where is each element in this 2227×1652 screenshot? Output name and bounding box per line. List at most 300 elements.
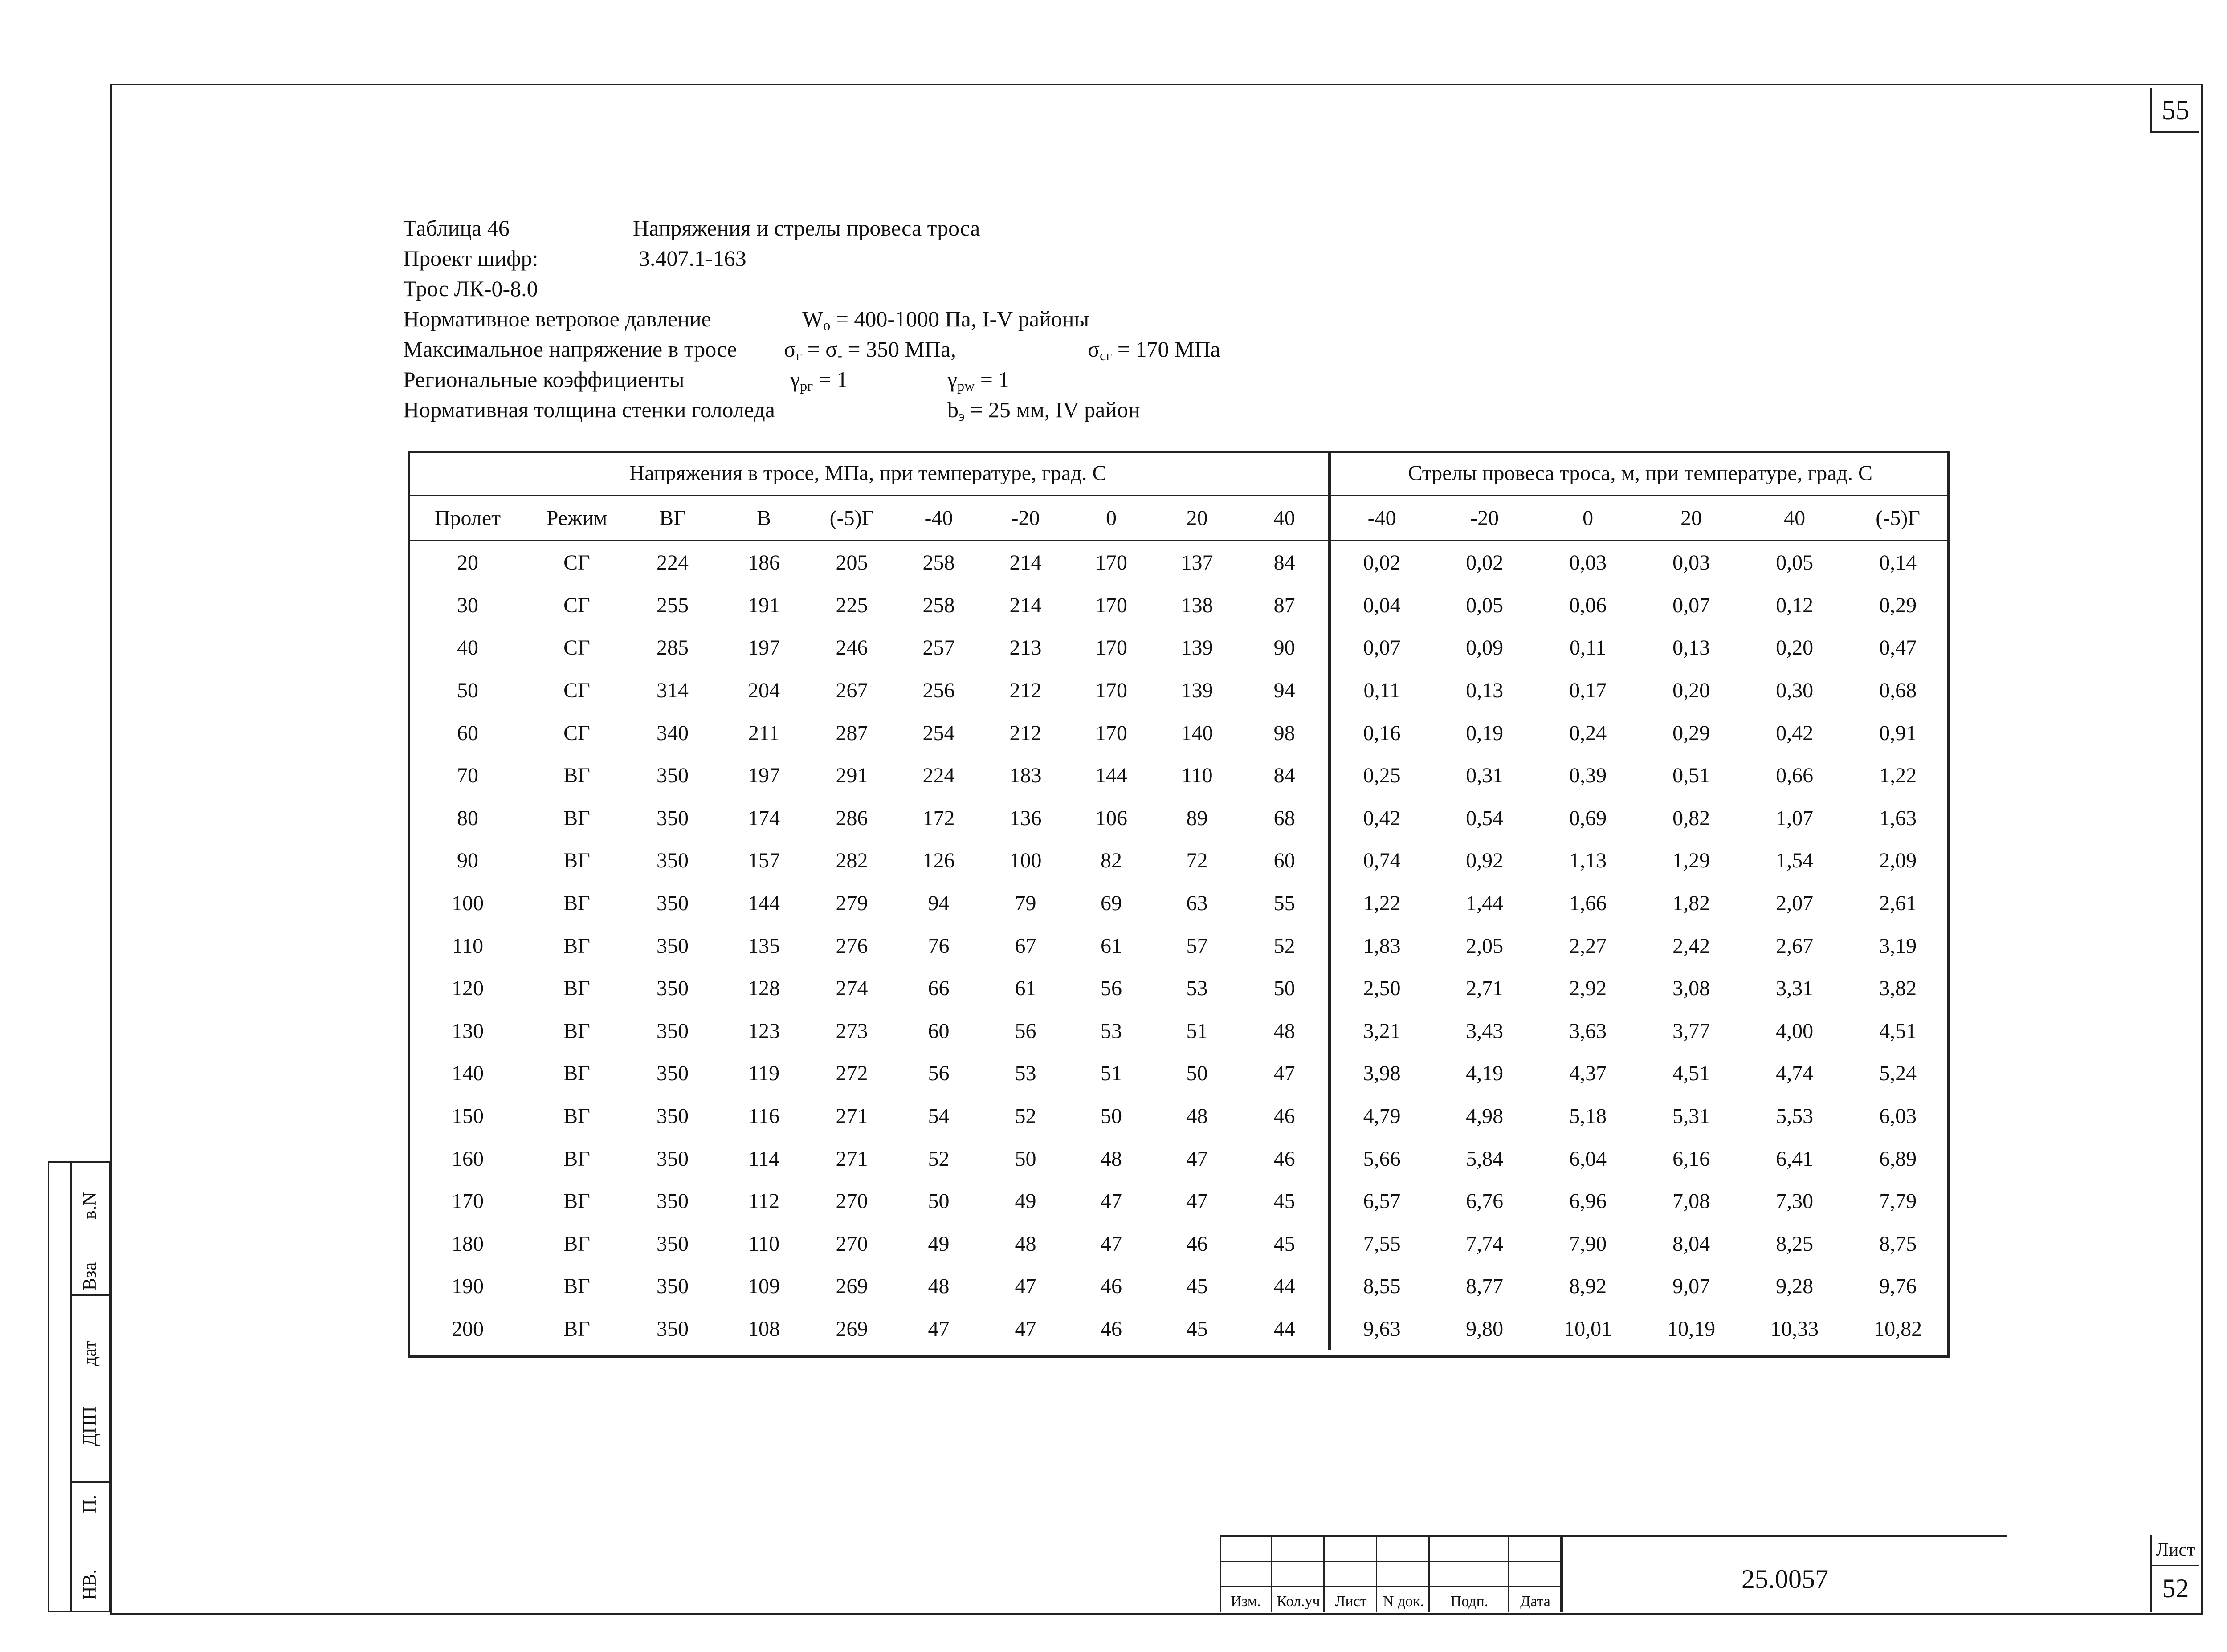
table-cell: 52	[1273, 934, 1295, 958]
table-row	[408, 924, 1950, 967]
table-row	[408, 1265, 1950, 1308]
table-cell: ВГ	[563, 1104, 590, 1128]
table-cell: 114	[748, 1147, 780, 1171]
title-block-cell	[1377, 1561, 1430, 1586]
table-cell: 53	[1186, 977, 1208, 1001]
table-cell: 45	[1186, 1274, 1208, 1298]
table-cell: 258	[922, 551, 955, 575]
table-cell: 4,74	[1776, 1062, 1814, 1086]
table-cell: 0,29	[1879, 593, 1917, 617]
table-cell: 0,92	[1466, 849, 1504, 873]
table-cell: 61	[1015, 977, 1036, 1001]
table-cell: ВГ	[563, 1062, 590, 1086]
table-cell: 135	[748, 934, 780, 958]
table-cell: 68	[1273, 806, 1295, 830]
table-cell: 47	[1015, 1317, 1036, 1341]
table-cell: 46	[1186, 1232, 1208, 1256]
table-cell: 100	[452, 891, 484, 916]
table-cell: 257	[922, 636, 955, 660]
table-cell: 48	[1101, 1147, 1122, 1171]
title-block	[1220, 1535, 2199, 1612]
table-cell: 269	[836, 1317, 868, 1341]
column-header: -20	[982, 496, 1069, 541]
table-cell: 0,24	[1569, 721, 1607, 745]
table-cell: 5,18	[1569, 1104, 1607, 1128]
table-cell: 170	[1095, 551, 1127, 575]
table-cell: 56	[1101, 977, 1122, 1001]
table-cell: 112	[748, 1189, 780, 1213]
table-cell: 66	[928, 977, 950, 1001]
column-header: ВГ	[626, 496, 719, 541]
table-cell: 0,54	[1466, 806, 1504, 830]
table-cell: 130	[452, 1019, 484, 1043]
table-cell: ВГ	[563, 891, 590, 916]
table-cell: 1,22	[1879, 764, 1917, 788]
table-cell: 6,41	[1776, 1147, 1814, 1171]
table-cell: 4,19	[1466, 1062, 1504, 1086]
column-header: Пролет	[408, 496, 528, 541]
table-cell: ВГ	[563, 1019, 590, 1043]
table-cell: 0,17	[1569, 679, 1607, 703]
table-row	[408, 754, 1950, 797]
table-cell: 49	[928, 1232, 950, 1256]
table-cell: 4,79	[1330, 1095, 1433, 1138]
table-cell: 0,11	[1570, 636, 1607, 660]
table-cell: 269	[836, 1274, 868, 1298]
table-cell: 3,77	[1672, 1019, 1710, 1043]
table-cell: ВГ	[563, 1147, 590, 1171]
table-cell: 0,91	[1879, 721, 1917, 745]
table-cell: 0,42	[1776, 721, 1814, 745]
table-cell: 69	[1101, 891, 1122, 916]
stamp-label: Вза	[80, 1262, 100, 1290]
table-cell: 8,75	[1879, 1232, 1917, 1256]
table-cell: 67	[1015, 934, 1036, 958]
table-cell: ВГ	[563, 849, 590, 873]
column-header: -40	[1330, 496, 1433, 541]
table-cell: 10,19	[1667, 1317, 1716, 1341]
table-cell: 0,25	[1330, 754, 1433, 797]
table-cell: 214	[1009, 593, 1042, 617]
stamp-label: в.N	[80, 1192, 100, 1219]
table-cell: 340	[657, 721, 689, 745]
table-cell: 271	[836, 1147, 868, 1171]
table-cell: 1,66	[1569, 891, 1607, 916]
table-cell: 70	[457, 764, 478, 788]
table-cell: 0,07	[1330, 627, 1433, 669]
table-cell: 9,80	[1466, 1317, 1504, 1341]
project-code: 3.407.1-163	[639, 246, 746, 271]
table-cell: 8,55	[1330, 1265, 1433, 1308]
table-cell: 3,19	[1879, 934, 1917, 958]
table-cell: 47	[1101, 1189, 1122, 1213]
table-cell: 84	[1273, 764, 1295, 788]
table-cell: 106	[1095, 806, 1127, 830]
title-block-caption: N док.	[1383, 1593, 1424, 1610]
table-cell: 7,74	[1466, 1232, 1504, 1256]
title-block-caption: Лист	[1335, 1593, 1367, 1610]
table-cell: СГ	[563, 721, 590, 745]
document-code: 25.0057	[1562, 1535, 2007, 1612]
table-cell: 5,24	[1879, 1062, 1917, 1086]
table-cell: 180	[452, 1232, 484, 1256]
table-cell: 44	[1273, 1274, 1295, 1298]
table-cell: 119	[748, 1062, 780, 1086]
table-cell: 4,98	[1466, 1104, 1504, 1128]
table-cell: 0,74	[1330, 839, 1433, 882]
table-cell: 0,39	[1569, 764, 1607, 788]
column-header: (-5)Г	[808, 496, 895, 541]
table-cell: 45	[1273, 1189, 1295, 1213]
table-cell: 46	[1273, 1104, 1295, 1128]
table-cell: 212	[1009, 721, 1042, 745]
table-row	[408, 1010, 1950, 1053]
table-row	[408, 1052, 1950, 1095]
table-cell: 5,53	[1776, 1104, 1814, 1128]
table-cell: 128	[748, 977, 780, 1001]
table-cell: 30	[457, 593, 478, 617]
column-header: (-5)Г	[1846, 496, 1950, 541]
table-cell: 172	[922, 806, 955, 830]
table-cell: 204	[748, 679, 780, 703]
table-cell: 2,05	[1466, 934, 1504, 958]
table-cell: 60	[928, 1019, 950, 1043]
stress-sag-table	[408, 451, 1950, 1350]
table-cell: 270	[836, 1232, 868, 1256]
table-cell: 350	[657, 1189, 689, 1213]
table-cell: 50	[1101, 1104, 1122, 1128]
title-block-cell	[1509, 1535, 1562, 1561]
table-cell: 0,20	[1776, 636, 1814, 660]
table-cell: 1,29	[1672, 849, 1710, 873]
table-row	[408, 1137, 1950, 1180]
table-cell: 4,51	[1879, 1019, 1917, 1043]
table-cell: 1,44	[1466, 891, 1504, 916]
table-cell: 110	[452, 934, 484, 958]
table-title: Напряжения и стрелы провеса троса	[633, 216, 980, 240]
table-cell: 10,33	[1770, 1317, 1819, 1341]
table-cell: 0,47	[1879, 636, 1917, 660]
table-cell: 0,51	[1672, 764, 1710, 788]
table-cell: 84	[1273, 551, 1295, 575]
table-row	[408, 1223, 1950, 1265]
title-block-cell	[1325, 1535, 1377, 1561]
table-cell: 0,05	[1776, 551, 1814, 575]
table-cell: 287	[836, 721, 868, 745]
table-cell: 2,71	[1466, 977, 1504, 1001]
table-cell: 5,84	[1466, 1147, 1504, 1171]
ice-value: $b_э = 25$ мм, IV район	[947, 397, 1140, 424]
title-block-cell	[1430, 1561, 1509, 1586]
table-cell: 79	[1015, 891, 1036, 916]
table-cell: ВГ	[563, 977, 590, 1001]
table-cell: 9,07	[1672, 1274, 1710, 1298]
table-row	[408, 1095, 1950, 1138]
table-cell: 87	[1273, 593, 1295, 617]
table-cell: 6,76	[1466, 1189, 1504, 1213]
table-cell: 6,89	[1879, 1147, 1917, 1171]
table-cell: ВГ	[563, 1189, 590, 1213]
table-cell: 0,82	[1672, 806, 1710, 830]
table-cell: 256	[922, 679, 955, 703]
table-cell: 7,55	[1330, 1223, 1433, 1265]
title-block-grid	[1220, 1535, 1562, 1612]
table-cell: 270	[836, 1189, 868, 1213]
title-block-cell	[1220, 1535, 1272, 1561]
table-cell: 150	[452, 1104, 484, 1128]
table-cell: 52	[928, 1147, 950, 1171]
column-header: 40	[1240, 496, 1330, 541]
title-block-caption: Кол.уч	[1277, 1593, 1320, 1610]
table-cell: 276	[836, 934, 868, 958]
table-cell: 139	[1181, 679, 1213, 703]
table-cell: 47	[1015, 1274, 1036, 1298]
table-cell: 8,25	[1776, 1232, 1814, 1256]
column-header: 0	[1536, 496, 1640, 541]
table-cell: 350	[657, 849, 689, 873]
title-block-cell	[1325, 1561, 1377, 1586]
table-cell: 183	[1009, 764, 1042, 788]
table-cell: 120	[452, 977, 484, 1001]
table-cell: 50	[457, 679, 478, 703]
table-row	[408, 839, 1950, 882]
table-cell: 246	[836, 636, 868, 660]
table-cell: 170	[452, 1189, 484, 1213]
column-header: 20	[1640, 496, 1743, 541]
table-cell: 350	[657, 1062, 689, 1086]
table-cell: 0,30	[1776, 679, 1814, 703]
sheet-number: 52	[2162, 1574, 2189, 1603]
table-cell: 212	[1009, 679, 1042, 703]
table-cell: 137	[1181, 551, 1213, 575]
table-cell: 47	[1101, 1232, 1122, 1256]
table-cell: 46	[1101, 1317, 1122, 1341]
table-cell: 255	[657, 593, 689, 617]
table-cell: 7,30	[1776, 1189, 1814, 1213]
table-cell: 1,82	[1672, 891, 1710, 916]
table-row	[408, 541, 1950, 584]
table-cell: 350	[657, 891, 689, 916]
table-cell: 258	[922, 593, 955, 617]
table-cell: 0,20	[1672, 679, 1710, 703]
table-cell: 1,63	[1879, 806, 1917, 830]
title-block-cell	[1509, 1561, 1562, 1586]
table-cell: 0,31	[1466, 764, 1504, 788]
table-row	[408, 882, 1950, 925]
table-cell: 90	[457, 849, 478, 873]
table-cell: 50	[1273, 977, 1295, 1001]
table-cell: 82	[1101, 849, 1122, 873]
table-cell: 4,00	[1776, 1019, 1814, 1043]
table-cell: 60	[457, 721, 478, 745]
table-cell: 144	[748, 891, 780, 916]
sheet-box	[2150, 1535, 2199, 1612]
table-cell: 2,67	[1776, 934, 1814, 958]
table-cell: 9,28	[1776, 1274, 1814, 1298]
table-cell: 350	[657, 977, 689, 1001]
title-block-cell	[1272, 1535, 1325, 1561]
table-cell: 224	[657, 551, 689, 575]
table-cell: 126	[922, 849, 955, 873]
table-cell: 0,13	[1466, 679, 1504, 703]
table-cell: 170	[1095, 679, 1127, 703]
table-cell: 0,14	[1879, 551, 1917, 575]
column-header: Режим	[528, 496, 626, 541]
table-cell: 53	[1015, 1062, 1036, 1086]
table-cell: 51	[1186, 1019, 1208, 1043]
table-cell: 2,42	[1672, 934, 1710, 958]
table-cell: 40	[457, 636, 478, 660]
table-cell: 51	[1101, 1062, 1122, 1086]
table-cell: 50	[928, 1189, 950, 1213]
margin-stamp	[48, 1161, 110, 1612]
table-cell: 140	[452, 1062, 484, 1086]
table-row	[408, 1308, 1950, 1351]
table-cell: СГ	[563, 636, 590, 660]
table-cell: 1,13	[1569, 849, 1607, 873]
column-header: 40	[1743, 496, 1846, 541]
table-cell: ВГ	[563, 934, 590, 958]
table-cell: 76	[928, 934, 950, 958]
table-cell: 205	[836, 551, 868, 575]
table-cell: 2,27	[1569, 934, 1607, 958]
table-cell: 0,68	[1879, 679, 1917, 703]
table-cell: 174	[748, 806, 780, 830]
table-cell: 53	[1101, 1019, 1122, 1043]
table-cell: 3,08	[1672, 977, 1710, 1001]
table-cell: 10,82	[1874, 1317, 1922, 1341]
table-cell: 50	[1015, 1147, 1036, 1171]
table-cell: 10,01	[1564, 1317, 1612, 1341]
table-cell: 291	[836, 764, 868, 788]
table-cell: 56	[1015, 1019, 1036, 1043]
table-cell: 1,22	[1330, 882, 1433, 925]
table-cell: 350	[657, 764, 689, 788]
table-cell: 47	[1273, 1062, 1295, 1086]
gamma-pr-value: $\gamma_{рг} = 1$	[790, 367, 848, 394]
table-cell: 314	[657, 679, 689, 703]
table-cell: 48	[1186, 1104, 1208, 1128]
table-cell: 3,21	[1330, 1010, 1433, 1053]
stress-cr-value: $\sigma_{сг} = 170$ МПа	[1088, 337, 1220, 363]
table-cell: 2,09	[1879, 849, 1917, 873]
table-row	[408, 1180, 1950, 1223]
table-cell: 0,69	[1569, 806, 1607, 830]
table-cell: 0,02	[1466, 551, 1504, 575]
table-cell: 0,66	[1776, 764, 1814, 788]
stamp-label: П.	[80, 1495, 100, 1513]
table-cell: ВГ	[563, 806, 590, 830]
table-cell: 0,16	[1330, 712, 1433, 754]
table-cell: 8,92	[1569, 1274, 1607, 1298]
table-cell: 45	[1273, 1232, 1295, 1256]
table-cell: 190	[452, 1274, 484, 1298]
table-cell: 44	[1273, 1317, 1295, 1341]
table-cell: 45	[1186, 1317, 1208, 1341]
table-cell: 350	[657, 1317, 689, 1341]
table-cell: 57	[1186, 934, 1208, 958]
table-cell: 0,07	[1672, 593, 1710, 617]
table-cell: 138	[1181, 593, 1213, 617]
wind-value: $W_o = 400-1000$ Па, I-V районы	[802, 306, 1089, 333]
table-row	[408, 669, 1950, 712]
table-cell: 3,31	[1776, 977, 1814, 1001]
table-cell: 0,05	[1466, 593, 1504, 617]
title-block-cell	[1272, 1561, 1325, 1586]
table-cell: 144	[1095, 764, 1127, 788]
table-cell: 2,50	[1330, 967, 1433, 1010]
column-header: 0	[1069, 496, 1154, 541]
table-cell: 282	[836, 849, 868, 873]
table-cell: 286	[836, 806, 868, 830]
table-cell: 6,96	[1569, 1189, 1607, 1213]
table-cell: 7,08	[1672, 1189, 1710, 1213]
table-cell: 0,29	[1672, 721, 1710, 745]
gamma-pw-value: $\gamma_{pw} = 1$	[947, 367, 1010, 394]
table-cell: 0,06	[1569, 593, 1607, 617]
title-block-caption: Дата	[1520, 1593, 1550, 1610]
table-cell: 20	[457, 551, 478, 575]
table-row	[408, 584, 1950, 627]
page-number: 55	[2150, 88, 2199, 133]
table-cell: 3,98	[1330, 1052, 1433, 1095]
title-block-caption: Изм.	[1231, 1593, 1261, 1610]
table-cell: 273	[836, 1019, 868, 1043]
table-cell: 110	[748, 1232, 780, 1256]
table-cell: 47	[1186, 1189, 1208, 1213]
table-cell: 2,07	[1776, 891, 1814, 916]
table-cell: 170	[1095, 636, 1127, 660]
table-cell: 48	[1015, 1232, 1036, 1256]
table-cell: 6,16	[1672, 1147, 1710, 1171]
table-cell: 350	[657, 806, 689, 830]
table-cell: 46	[1273, 1147, 1295, 1171]
stamp-label: дат	[80, 1340, 100, 1366]
ice-label: Нормативная толщина стенки гололеда	[403, 397, 775, 422]
table-cell: 52	[1015, 1104, 1036, 1128]
table-cell: СГ	[563, 551, 590, 575]
table-cell: 5,66	[1330, 1137, 1433, 1180]
stress-value: $\sigma_г = \sigma_- = 350$ МПа,	[784, 337, 956, 363]
table-cell: 63	[1186, 891, 1208, 916]
table-cell: 0,02	[1330, 541, 1433, 584]
table-cell: 108	[748, 1317, 780, 1341]
table-cell: 350	[657, 934, 689, 958]
sheet-label: Лист	[2152, 1535, 2199, 1566]
table-cell: 47	[1186, 1147, 1208, 1171]
table-cell: 225	[836, 593, 868, 617]
stamp-label: НВ.	[80, 1569, 100, 1600]
table-cell: 200	[452, 1317, 484, 1341]
table-cell: 2,92	[1569, 977, 1607, 1001]
table-cell: 80	[457, 806, 478, 830]
table-cell: 1,54	[1776, 849, 1814, 873]
table-row	[408, 712, 1950, 754]
table-cell: 3,63	[1569, 1019, 1607, 1043]
table-cell: 48	[928, 1274, 950, 1298]
table-cell: 94	[1273, 679, 1295, 703]
table-cell: 157	[748, 849, 780, 873]
table-cell: 350	[657, 1019, 689, 1043]
table-cell: ВГ	[563, 764, 590, 788]
table-cell: 1,83	[1330, 924, 1433, 967]
table-cell: 48	[1273, 1019, 1295, 1043]
table-cell: 0,03	[1672, 551, 1710, 575]
table-cell: 49	[1015, 1189, 1036, 1213]
table-cell: 0,03	[1569, 551, 1607, 575]
stress-label: Максимальное напряжение в тросе	[403, 337, 737, 362]
title-block-cell	[1430, 1535, 1509, 1561]
